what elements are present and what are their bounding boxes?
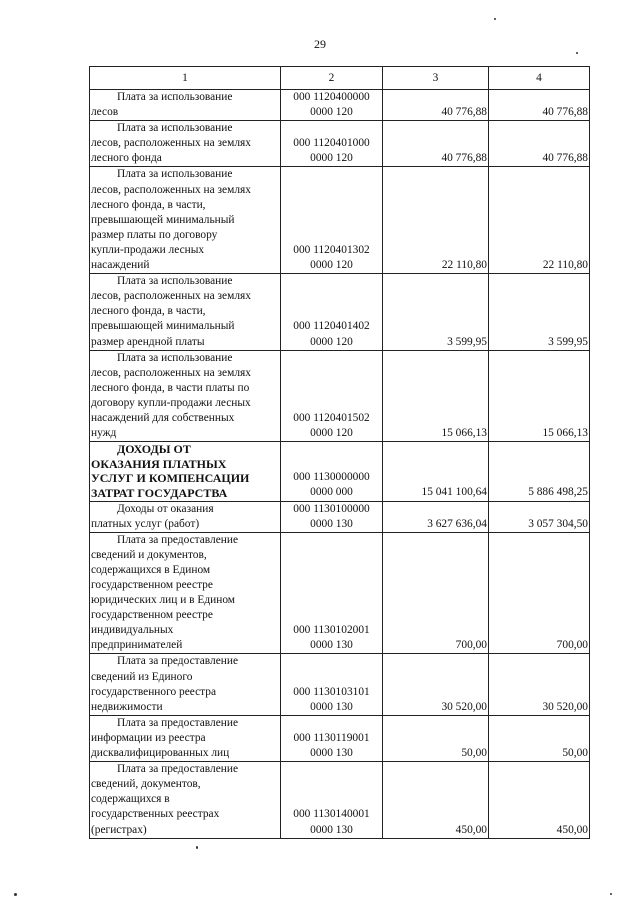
row-code-line: 0000 000 bbox=[310, 486, 353, 499]
row-name-line: сведений и документов, bbox=[91, 548, 207, 561]
row-code-line: 000 1130102001 bbox=[293, 624, 370, 637]
row-name-line: лесного фонда, в части платы по bbox=[91, 381, 250, 394]
row-code-line: 000 1120401000 bbox=[293, 137, 370, 150]
table-row bbox=[90, 501, 590, 532]
row-code bbox=[281, 654, 383, 715]
column-header-3: 3 bbox=[383, 67, 489, 90]
row-value-col3: 22 110,80 bbox=[383, 167, 489, 274]
row-name-line: лесного фонда, в части, bbox=[91, 198, 206, 211]
row-value-col3: 3 627 636,04 bbox=[383, 501, 489, 532]
scan-speck bbox=[576, 52, 578, 54]
row-name-line: Доходы от оказания bbox=[117, 502, 214, 515]
row-name-line: лесов, расположенных на землях bbox=[91, 366, 251, 379]
row-name-line: Плата за использование bbox=[117, 351, 233, 364]
row-name-line: платных услуг (работ) bbox=[91, 517, 200, 530]
row-code-line: 0000 120 bbox=[310, 335, 353, 348]
row-code bbox=[281, 90, 383, 121]
table-row bbox=[90, 167, 590, 274]
row-code-line: 000 1120401402 bbox=[293, 320, 370, 333]
scan-speck bbox=[610, 893, 612, 895]
row-name bbox=[90, 532, 281, 654]
row-value-col3: 3 599,95 bbox=[383, 274, 489, 350]
row-value-col4: 450,00 bbox=[489, 762, 590, 838]
row-value-col3: 40 776,88 bbox=[383, 121, 489, 167]
row-value-col4: 22 110,80 bbox=[489, 167, 590, 274]
row-value-col4: 700,00 bbox=[489, 532, 590, 654]
table-header-row bbox=[90, 67, 590, 90]
row-name bbox=[90, 442, 281, 501]
row-name-line: договору купли-продажи лесных bbox=[91, 396, 251, 409]
row-value-col4: 3 057 304,50 bbox=[489, 501, 590, 532]
row-name-line: лесов, расположенных на землях bbox=[91, 290, 251, 303]
row-name-line: содержащихся в bbox=[91, 793, 170, 806]
row-code bbox=[281, 274, 383, 350]
row-name-line: лесов, расположенных на землях bbox=[91, 183, 251, 196]
row-name-line: купли-продажи лесных bbox=[91, 243, 205, 256]
row-code bbox=[281, 167, 383, 274]
row-code-line: 000 1130000000 bbox=[293, 471, 370, 484]
table-row bbox=[90, 715, 590, 761]
scan-speck bbox=[494, 18, 496, 20]
table-row bbox=[90, 762, 590, 838]
scan-speck bbox=[14, 893, 17, 896]
row-name-line: превышающей минимальный bbox=[91, 213, 235, 226]
row-value-col4: 50,00 bbox=[489, 715, 590, 761]
row-value-col4: 40 776,88 bbox=[489, 121, 590, 167]
row-name-line: содержащихся в Едином bbox=[91, 563, 211, 576]
column-header-2: 2 bbox=[281, 67, 383, 90]
row-value-col4: 15 066,13 bbox=[489, 350, 590, 442]
row-name bbox=[90, 715, 281, 761]
row-name-line: Плата за использование bbox=[117, 168, 233, 181]
row-code bbox=[281, 350, 383, 442]
row-name bbox=[90, 90, 281, 121]
row-name bbox=[90, 274, 281, 350]
row-code bbox=[281, 442, 383, 501]
row-code-line: 0000 130 bbox=[310, 747, 353, 760]
row-code-line: 000 1130103101 bbox=[293, 685, 370, 698]
table-row bbox=[90, 274, 590, 350]
row-value-col4: 5 886 498,25 bbox=[489, 442, 590, 501]
row-code-line: 000 1120400000 bbox=[293, 91, 370, 103]
row-code-line: 000 1130100000 bbox=[293, 502, 370, 515]
row-code-line: 0000 120 bbox=[310, 152, 353, 165]
row-value-col3: 50,00 bbox=[383, 715, 489, 761]
row-name-line: насаждений для собственных bbox=[91, 411, 235, 424]
row-value-col4: 3 599,95 bbox=[489, 274, 590, 350]
row-name-line: превышающей минимальный bbox=[91, 320, 235, 333]
row-name-line: государственном реестре bbox=[91, 609, 213, 622]
row-name-line: недвижимости bbox=[91, 700, 163, 713]
row-name-line: УСЛУГ И КОМПЕНСАЦИИ bbox=[91, 471, 250, 486]
row-name-line: Плата за предоставление bbox=[117, 655, 239, 668]
row-name bbox=[90, 167, 281, 274]
row-name-line: сведений, документов, bbox=[91, 778, 201, 791]
row-name bbox=[90, 654, 281, 715]
row-name-line: Плата за предоставление bbox=[117, 533, 239, 546]
row-name-line: Плата за использование bbox=[117, 91, 233, 103]
row-name-line: государственного реестра bbox=[91, 685, 217, 698]
row-code-line: 000 1120401302 bbox=[293, 243, 370, 256]
table-row bbox=[90, 442, 590, 501]
row-name-line: Плата за использование bbox=[117, 275, 233, 288]
row-name-line: предпринимателей bbox=[91, 639, 183, 652]
column-header-4: 4 bbox=[489, 67, 590, 90]
row-code-line: 0000 130 bbox=[310, 700, 353, 713]
row-name-line: лесного фонда, в части, bbox=[91, 305, 206, 318]
table-row bbox=[90, 121, 590, 167]
row-name-line: государственном реестре bbox=[91, 579, 213, 591]
row-name-line: (регистрах) bbox=[91, 823, 147, 836]
row-value-col3: 30 520,00 bbox=[383, 654, 489, 715]
row-name-line: сведений из Единого bbox=[91, 670, 193, 683]
row-code-line: 0000 130 bbox=[310, 823, 353, 836]
scan-speck bbox=[196, 846, 198, 849]
table-row bbox=[90, 654, 590, 715]
table-row bbox=[90, 90, 590, 121]
row-name-line: Плата за предоставление bbox=[117, 716, 239, 729]
column-header-1: 1 bbox=[90, 67, 281, 90]
row-value-col4: 40 776,88 bbox=[489, 90, 590, 121]
revenue-table bbox=[89, 66, 590, 839]
row-name-line: информации из реестра bbox=[91, 731, 206, 744]
row-code-line: 0000 130 bbox=[310, 639, 353, 652]
row-name-line: размер платы по договору bbox=[91, 228, 218, 241]
row-code bbox=[281, 715, 383, 761]
row-code-line: 000 1120401502 bbox=[293, 411, 370, 424]
row-name-line: лесного фонда bbox=[91, 152, 162, 165]
row-code bbox=[281, 762, 383, 838]
row-name-line: ЗАТРАТ ГОСУДАРСТВА bbox=[91, 485, 228, 500]
row-code bbox=[281, 121, 383, 167]
row-value-col3: 450,00 bbox=[383, 762, 489, 838]
row-code-line: 0000 120 bbox=[310, 259, 353, 272]
row-value-col3: 15 066,13 bbox=[383, 350, 489, 442]
row-name bbox=[90, 350, 281, 442]
row-code bbox=[281, 501, 383, 532]
row-name bbox=[90, 501, 281, 532]
row-code bbox=[281, 532, 383, 654]
row-code-line: 000 1130140001 bbox=[293, 808, 370, 821]
row-name-line: юридических лиц и в Едином bbox=[91, 594, 236, 607]
row-name-line: ОКАЗАНИЯ ПЛАТНЫХ bbox=[91, 456, 227, 471]
row-name-line: Плата за предоставление bbox=[117, 763, 239, 776]
row-name-line: насаждений bbox=[91, 259, 150, 272]
row-value-col3: 40 776,88 bbox=[383, 90, 489, 121]
row-name-line: размер арендной платы bbox=[91, 335, 205, 348]
row-name-line: лесов bbox=[91, 106, 119, 119]
row-value-col3: 15 041 100,64 bbox=[383, 442, 489, 501]
row-code-line: 000 1130119001 bbox=[293, 731, 370, 744]
page-number: 29 bbox=[314, 37, 326, 51]
row-code-line: 0000 130 bbox=[310, 517, 353, 530]
row-code-line: 0000 120 bbox=[310, 427, 353, 440]
row-name-line: лесов, расположенных на землях bbox=[91, 137, 251, 150]
row-name-line: нужд bbox=[91, 427, 117, 440]
row-name-line: индивидуальных bbox=[91, 624, 174, 637]
table-row bbox=[90, 532, 590, 654]
row-name-line: ДОХОДЫ ОТ bbox=[117, 442, 191, 457]
row-name-line: государственных реестрах bbox=[91, 808, 220, 821]
row-name bbox=[90, 121, 281, 167]
table-row bbox=[90, 350, 590, 442]
row-value-col4: 30 520,00 bbox=[489, 654, 590, 715]
row-name-line: дисквалифицированных лиц bbox=[91, 747, 230, 760]
row-name bbox=[90, 762, 281, 838]
row-code-line: 0000 120 bbox=[310, 106, 353, 119]
row-value-col3: 700,00 bbox=[383, 532, 489, 654]
row-name-line: Плата за использование bbox=[117, 122, 233, 135]
